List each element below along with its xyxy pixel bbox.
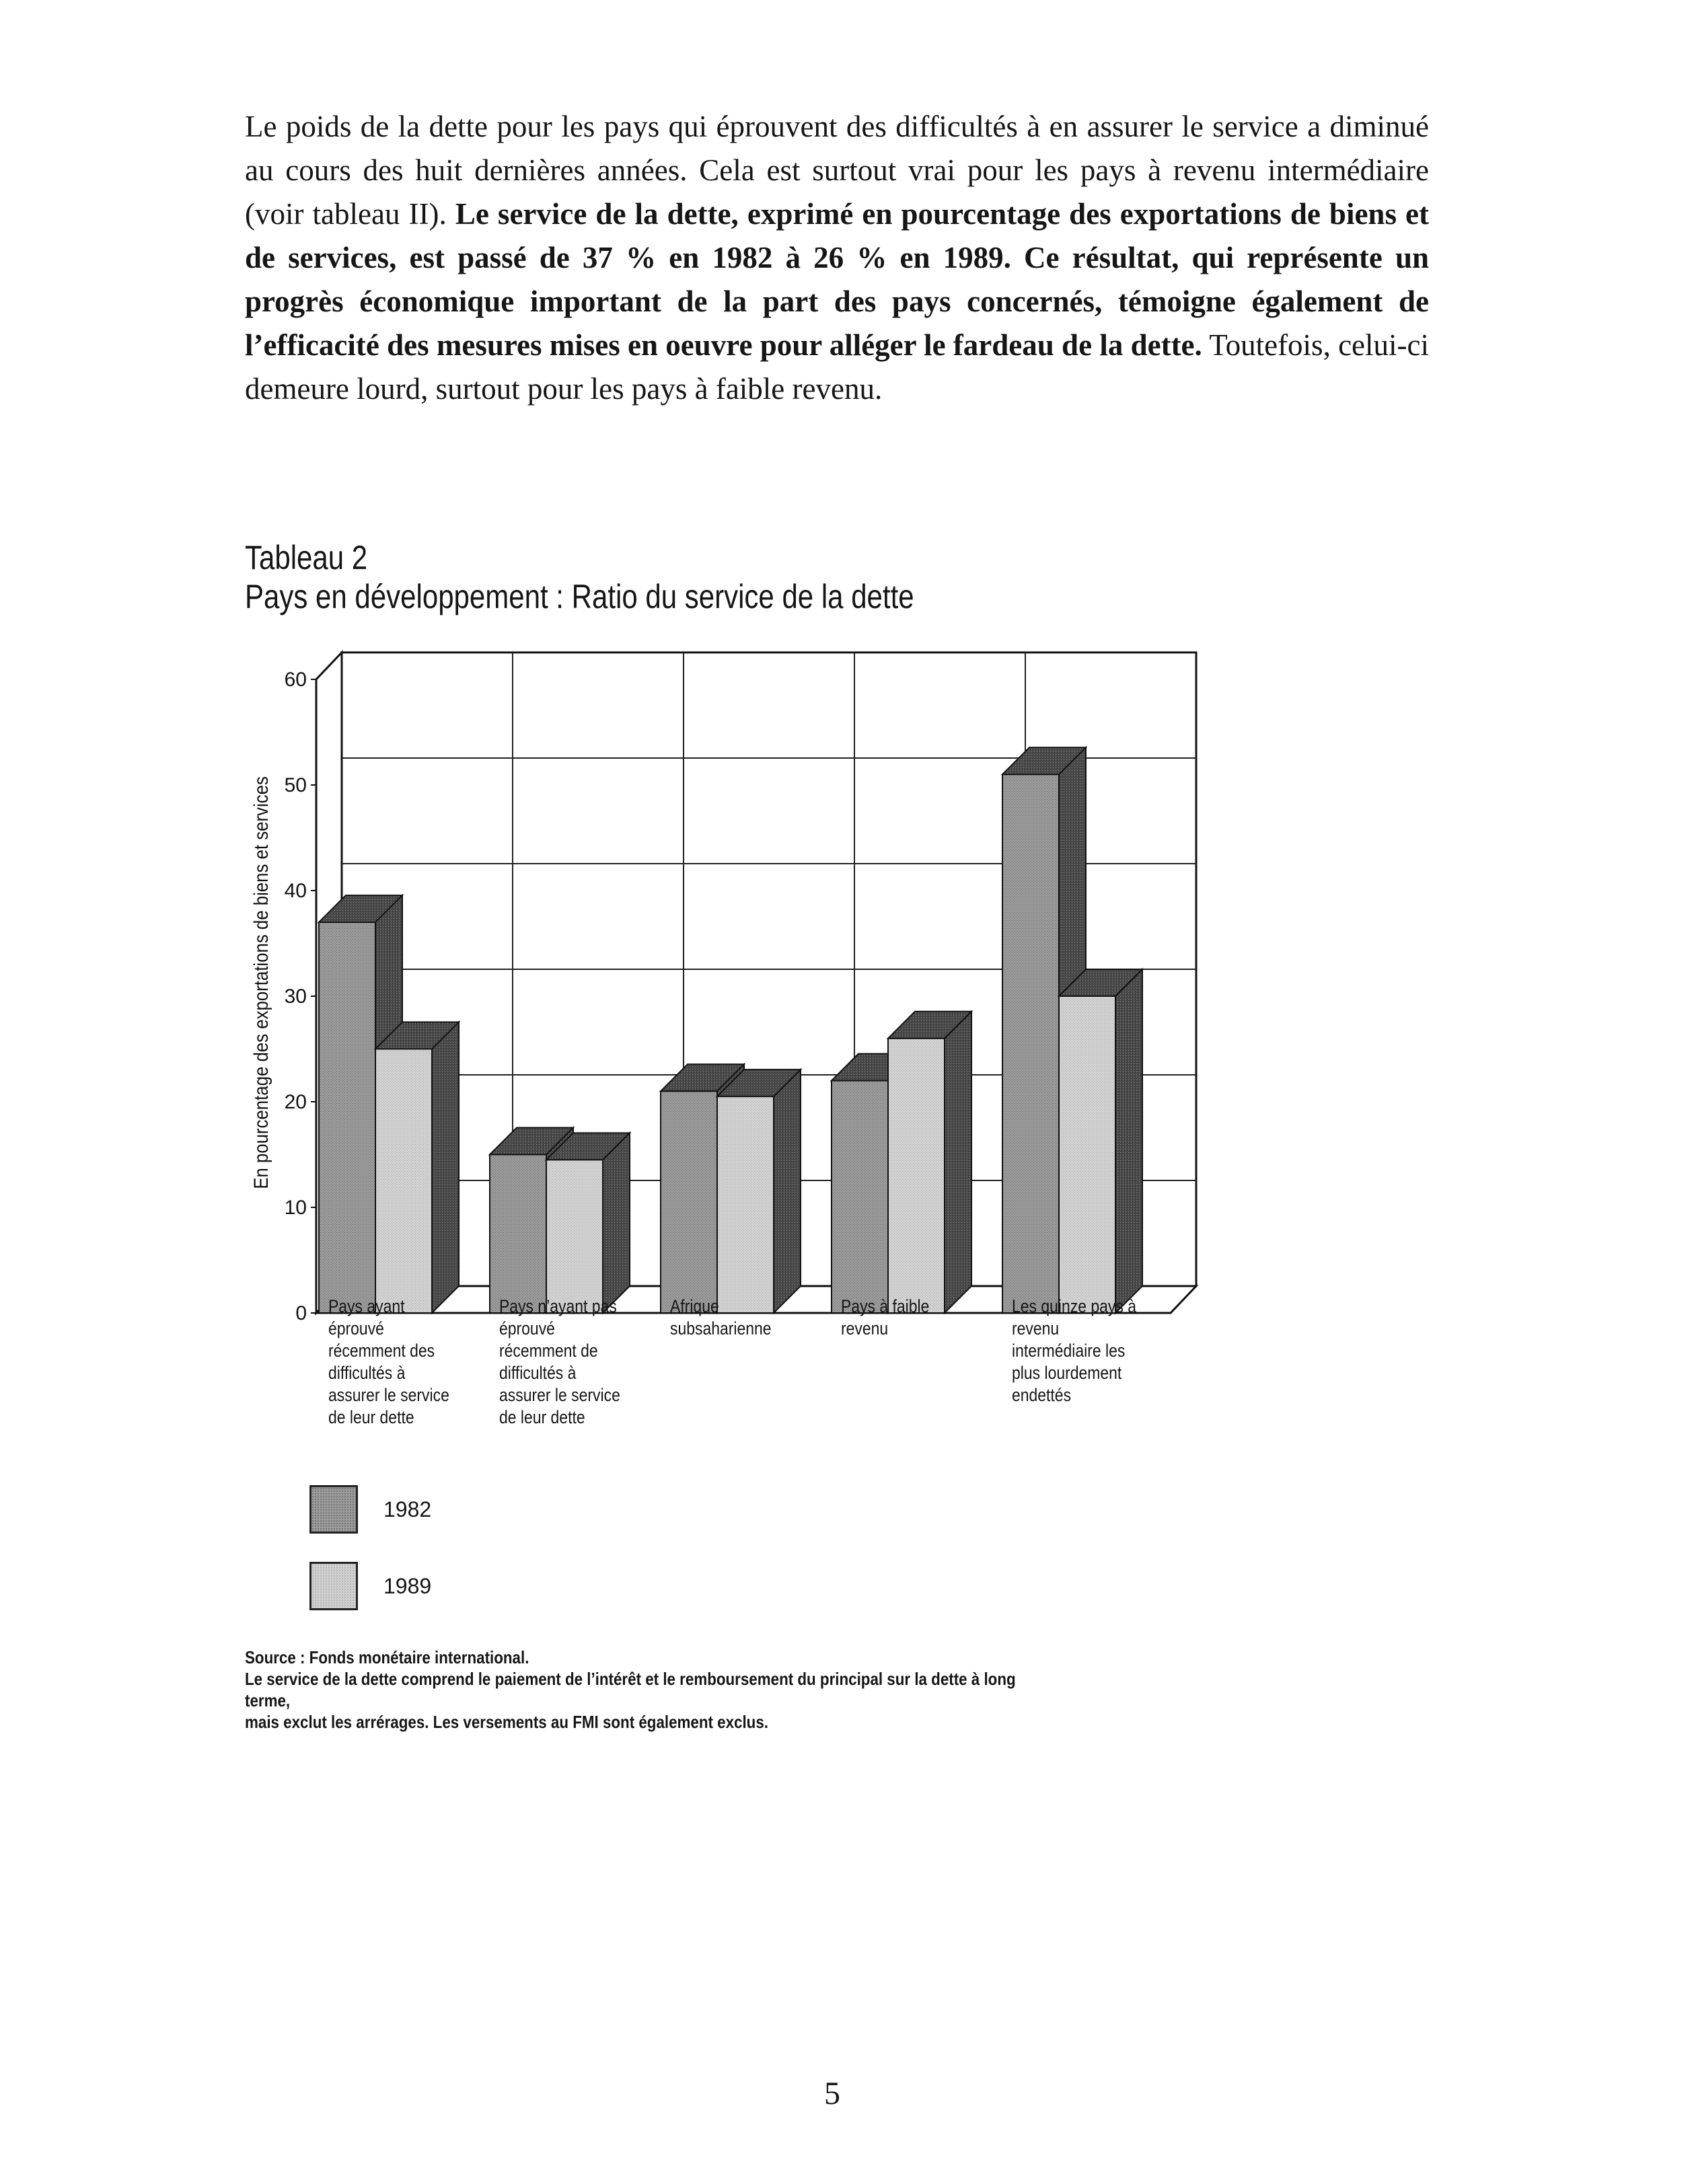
bar-side xyxy=(1115,969,1142,1313)
y-tick-label: 0 xyxy=(295,1302,307,1324)
chart-label: Tableau 2 xyxy=(245,539,368,576)
paragraph-bold: Le service de la dette, exprimé en pourcentage des exportations de biens et de services, est passé de 37 % en 1982 à 26 % en 1989. Ce résultat, qui représente un progrès économique important de la part des pays concernés, témoigne également de l’efficacité des mesures mises en oeuvre pour alléger le fardeau de la dette. xyxy=(245,197,1430,362)
legend-label-1982: 1982 xyxy=(383,1497,432,1521)
legend-swatch-1989 xyxy=(309,1562,358,1610)
y-tick-label: 50 xyxy=(284,774,307,796)
legend-swatch-1982 xyxy=(309,1485,358,1534)
category-label-line: subsaharienne xyxy=(670,1318,772,1339)
bar-front xyxy=(1002,774,1059,1313)
category-label-3 xyxy=(670,1295,819,1340)
bar-front xyxy=(661,1091,717,1313)
source-line-2: Le service de la dette comprend le paiement de l’intérêt et le remboursement du principal sur la dette à long terme, xyxy=(245,1669,1016,1710)
page-number: 5 xyxy=(824,2076,840,2111)
chart-bars xyxy=(319,747,1142,1313)
category-label-line: éprouvé xyxy=(499,1318,555,1339)
category-label-line: de leur dette xyxy=(328,1407,414,1427)
category-label-line: Afrique xyxy=(670,1296,719,1316)
y-tick-label: 20 xyxy=(284,1091,307,1113)
bar-side xyxy=(774,1069,801,1313)
y-tick-label: 10 xyxy=(284,1197,307,1219)
category-label-line: Pays ayant xyxy=(328,1296,405,1316)
bar-1989-4 xyxy=(888,1012,971,1313)
bar-front xyxy=(1059,996,1115,1313)
bar-side xyxy=(945,1012,971,1313)
source-note xyxy=(245,1647,1055,1733)
bar-1989-1 xyxy=(375,1022,459,1314)
bar-front xyxy=(832,1081,888,1313)
y-axis-label: En pourcentage des exportations de biens et services xyxy=(250,776,272,1189)
category-label-line: assurer le service xyxy=(328,1385,449,1405)
category-label-line: assurer le service xyxy=(499,1385,620,1405)
category-label-4 xyxy=(841,1295,990,1340)
bar-side xyxy=(603,1133,630,1313)
category-label-line: revenu xyxy=(841,1318,889,1339)
y-tick-label: 40 xyxy=(284,880,307,902)
category-label-line: Les quinze pays à xyxy=(1012,1296,1137,1316)
category-label-line: difficultés à xyxy=(499,1363,577,1383)
category-label-line: revenu xyxy=(1012,1318,1060,1339)
category-label-line: Pays à faible xyxy=(841,1296,930,1316)
bar-front xyxy=(717,1096,774,1313)
category-label-1 xyxy=(328,1295,477,1429)
bar-1989-5 xyxy=(1059,969,1142,1313)
bar-front xyxy=(888,1039,945,1313)
source-line-3: mais exclut les arrérages. Les versements au FMI sont également exclus. xyxy=(245,1712,769,1732)
bar-front xyxy=(319,922,375,1313)
category-label-line: de leur dette xyxy=(499,1407,585,1427)
category-label-line: plus lourdement xyxy=(1012,1363,1122,1383)
bar-1989-3 xyxy=(717,1069,801,1313)
category-label-line: Pays n’ayant pas xyxy=(499,1296,617,1316)
bar-front xyxy=(490,1155,546,1314)
paragraph-part2: Toutefois, celui-ci demeure lourd, surtout pour les pays à faible revenu. xyxy=(245,328,1429,406)
category-label-line: intermédiaire les xyxy=(1012,1341,1126,1361)
category-label-line: éprouvé xyxy=(328,1318,384,1339)
category-label-line: récemment des xyxy=(328,1341,435,1361)
bar-front xyxy=(546,1160,603,1313)
bar-front xyxy=(375,1049,432,1314)
category-label-line: endettés xyxy=(1012,1385,1072,1405)
y-tick-label: 60 xyxy=(284,669,307,691)
bar-1989-2 xyxy=(546,1133,630,1313)
chart-axis xyxy=(250,669,316,1324)
category-label-2 xyxy=(499,1295,648,1429)
category-label-line: difficultés à xyxy=(328,1363,406,1383)
source-line-1: Source : Fonds monétaire international. xyxy=(245,1647,529,1667)
category-label-5 xyxy=(1012,1295,1161,1406)
bar-side xyxy=(432,1022,459,1314)
legend-label-1989: 1989 xyxy=(383,1574,432,1598)
category-label-line: récemment de xyxy=(499,1341,598,1361)
paragraph-part1: Le poids de la dette pour les pays qui éprouvent des difficultés à en assurer le service a diminué au cours des huit dernières années. Cela est surtout vrai pour les pays à revenu intermédiaire (voir tableau II). xyxy=(245,110,1429,231)
chart-title: Pays en développement : Ratio du service de la dette xyxy=(245,578,914,615)
y-tick-label: 30 xyxy=(284,985,307,1008)
